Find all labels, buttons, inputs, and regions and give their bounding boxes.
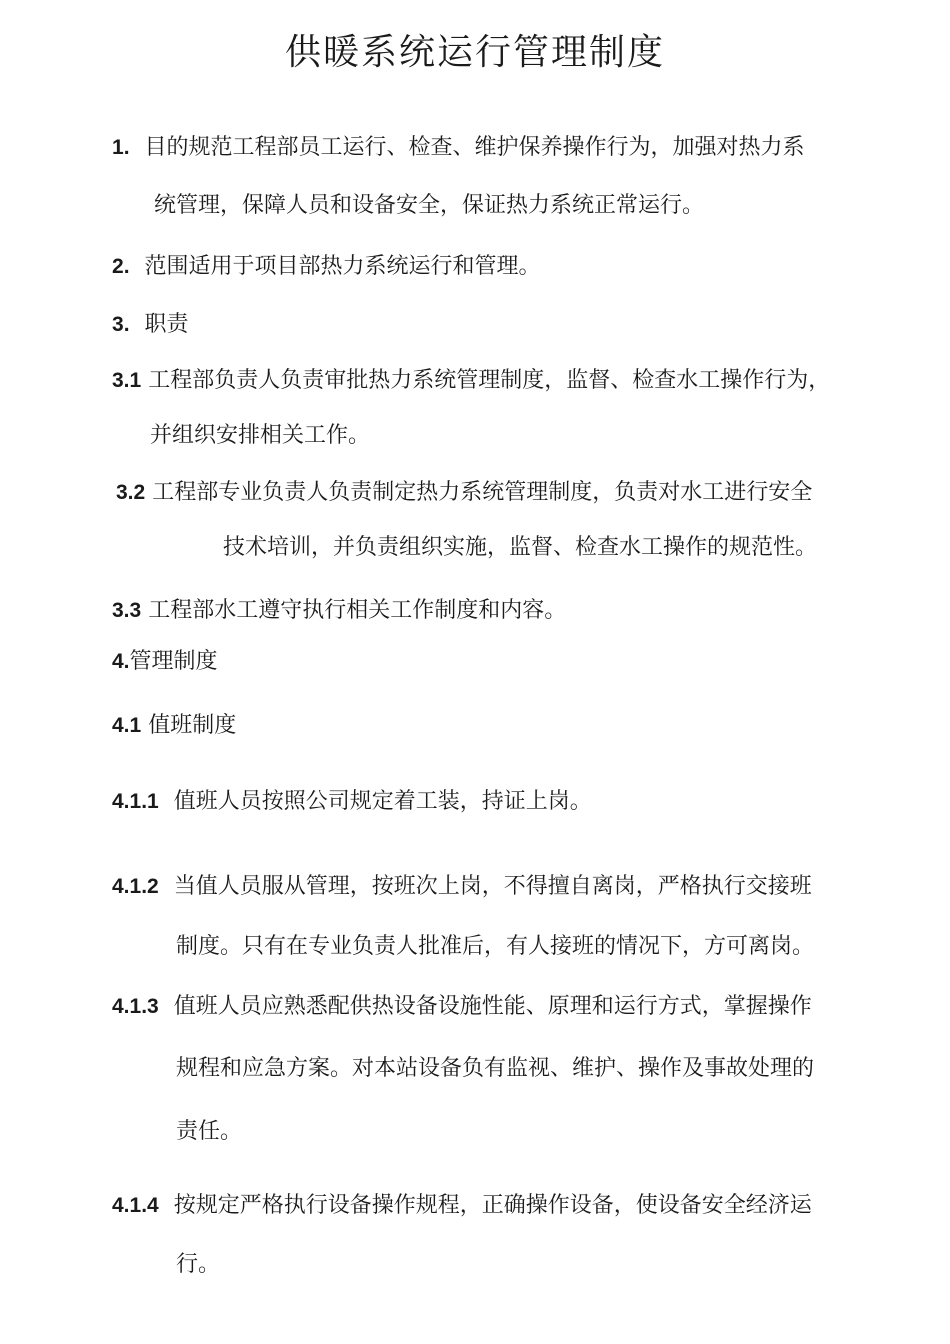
section-number: 3.3 (112, 599, 142, 622)
section-3-3-line-1 (112, 596, 566, 626)
section-3-line-1: 3. 职责 (112, 312, 189, 337)
section-text: 目的规范工程部员工运行、检查、维护保养操作行为，加强对热力系 (144, 135, 805, 160)
section-text: 工程部专业负责人负责制定热力系统管理制度，负责对水工进行安全 (152, 480, 813, 505)
section-number: 4.1.3 (112, 995, 159, 1018)
section-4-1-1-line-1 (112, 787, 592, 817)
section-2-line-1: 2. 范围适用于项目部热力系统运行和管理。 (112, 254, 541, 279)
section-4-1-3-line-3: 责任。 (176, 1119, 243, 1144)
section-text: 职责 (144, 312, 189, 337)
section-text: 值班制度 (148, 713, 237, 738)
section-3-1-line-1 (112, 366, 830, 396)
section-1-line-2: 统管理，保障人员和设备安全，保证热力系统正常运行。 (154, 193, 705, 218)
section-number: 4.1.2 (112, 875, 159, 898)
section-text: 工程部负责人负责审批热力系统管理制度，监督、检查水工操作行为， (148, 368, 831, 393)
section-4-1-2-line-2: 制度。只有在专业负责人批准后，有人接班的情况下，方可离岗。 (176, 934, 815, 959)
section-3-1-line-2: 并组织安排相关工作。 (150, 423, 371, 448)
section-number: 3.1 (112, 369, 142, 392)
section-number: 2 (112, 255, 124, 278)
section-4-1-line-1 (112, 711, 236, 741)
section-4-1-3-line-2: 规程和应急方案。对本站设备负有监视、维护、操作及事故处理的 (176, 1056, 815, 1081)
section-text: 当值人员服从管理，按班次上岗，不得擅自离岗，严格执行交接班 (173, 874, 812, 899)
section-number: 1 (112, 136, 124, 159)
section-3-2-line-2: 技术培训，并负责组织实施，监督、检查水工操作的规范性。 (223, 535, 818, 560)
section-text: 按规定严格执行设备操作规程，正确操作设备，使设备安全经济运 (173, 1193, 812, 1218)
section-number: 3 (112, 313, 124, 336)
section-text: 值班人员应熟悉配供热设备设施性能、原理和运行方式，掌握操作 (173, 994, 812, 1019)
section-4-line-1 (112, 647, 218, 677)
section-number: 4.1.4 (112, 1194, 159, 1217)
section-number: 4. (112, 650, 130, 673)
section-text: 值班人员按照公司规定着工装，持证上岗。 (173, 789, 592, 814)
section-text: 管理制度 (129, 649, 218, 674)
section-4-1-4-line-1 (112, 1191, 812, 1221)
section-text: 工程部水工遵守执行相关工作制度和内容。 (148, 598, 567, 623)
section-1-line-1: 1. 目的规范工程部员工运行、检查、维护保养操作行为，加强对热力系 (112, 135, 805, 160)
section-number: 3.2 (116, 481, 146, 504)
section-4-1-4-line-2: 行。 (176, 1252, 221, 1277)
section-4-1-3-line-1 (112, 992, 812, 1022)
section-number: 4.1 (112, 714, 142, 737)
section-4-1-2-line-1 (112, 872, 812, 902)
section-text: 范围适用于项目部热力系统运行和管理。 (144, 254, 541, 279)
document-title: 供暖系统运行管理制度 (284, 32, 665, 73)
section-number: 4.1.1 (112, 790, 159, 813)
section-3-2-line-1 (116, 478, 812, 508)
